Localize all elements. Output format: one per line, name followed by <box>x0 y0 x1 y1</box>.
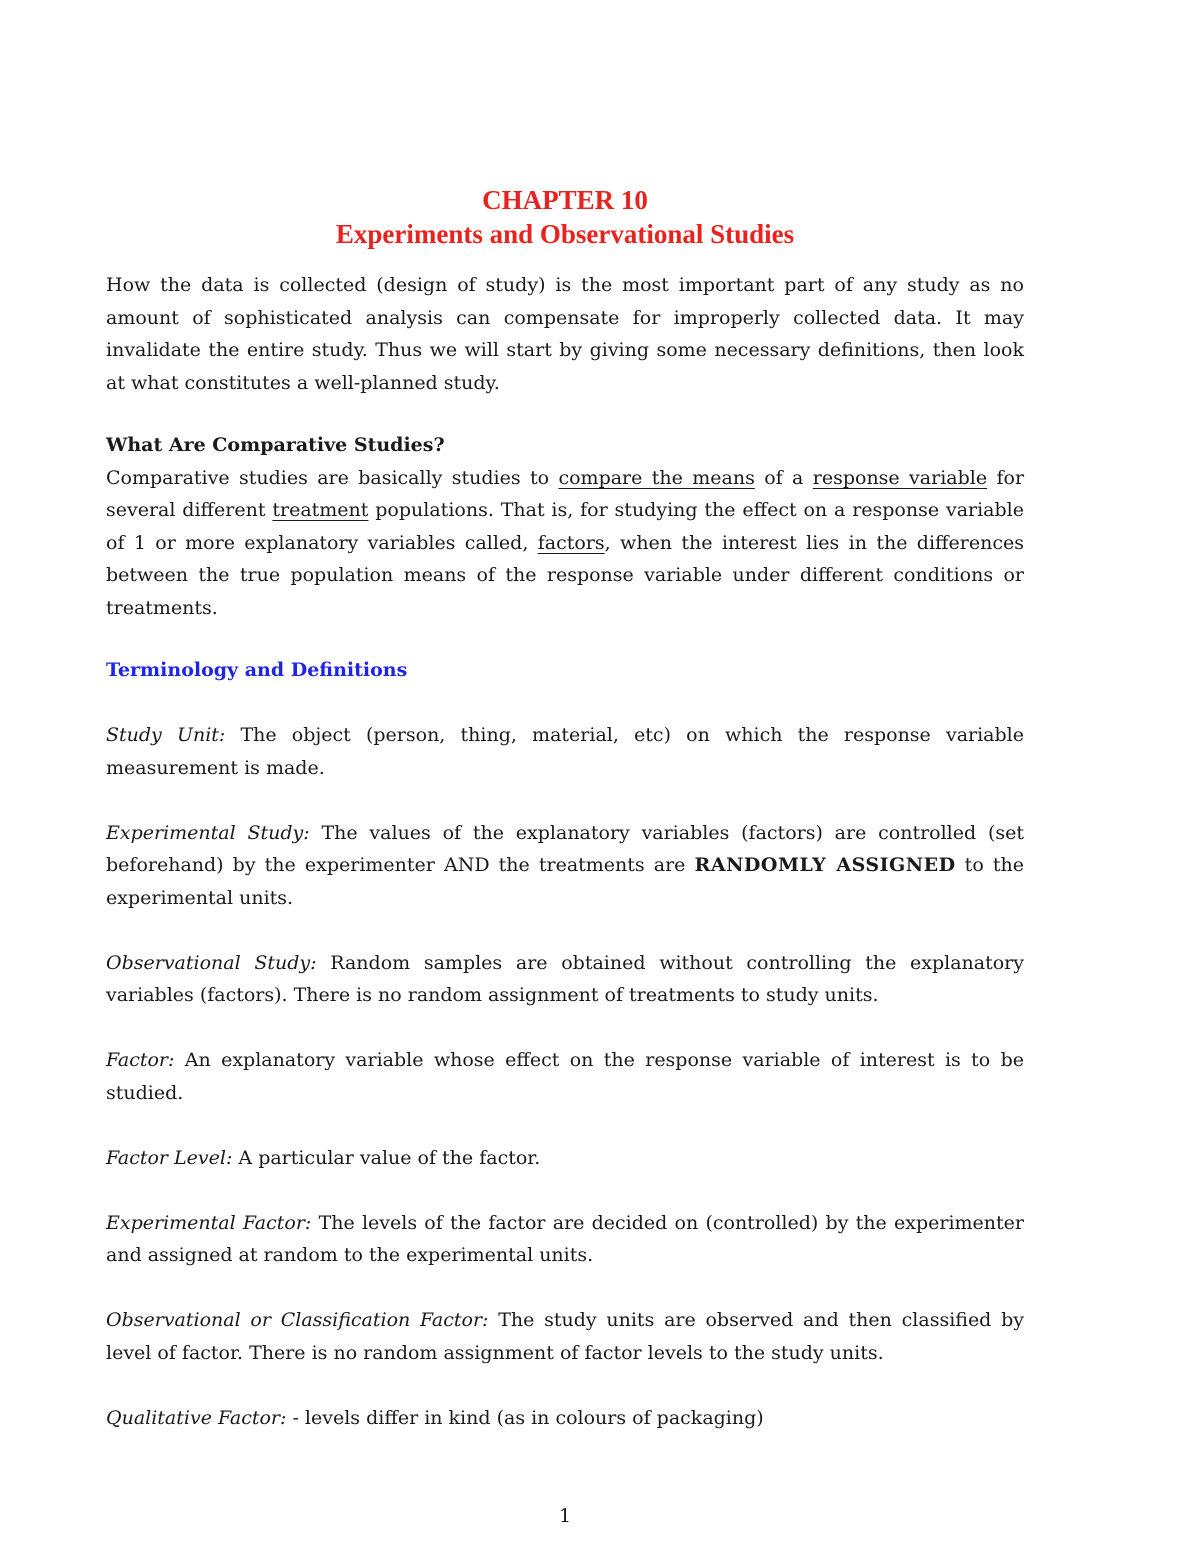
underlined-treatment: treatment <box>272 499 369 521</box>
definition-experimental-study <box>106 817 1024 915</box>
definition-text: Random samples are obtained without controlling the explanatory variables (factors). There is no random assignment of treatments to study units. <box>106 951 1024 1006</box>
comparative-text-1: Comparative studies are basically studies to <box>106 466 559 489</box>
intro-paragraph: How the data is collected (design of study) is the most important part of any study as no amount of sophisticated analysis can compensate for improperly collected data. It may invalidate the entire study. Thus we will start by giving some necessary definitions, then look at what constitutes a well-planned study. <box>106 274 1024 394</box>
chapter-number: CHAPTER 10 <box>482 185 648 215</box>
comparative-studies-paragraph <box>106 462 1024 625</box>
underlined-compare-the-means: compare the means <box>558 466 755 489</box>
definition-term: Qualitative Factor: <box>106 1406 287 1429</box>
definition-term: Factor: <box>106 1049 175 1071</box>
page-number: 1 <box>558 1505 572 1527</box>
definition-text: The levels of the factor are decided on (controlled) by the experimenter and assigned at random to the experimental units. <box>106 1211 1024 1266</box>
definition-term: Experimental Study: <box>106 821 310 844</box>
document-page <box>106 183 1024 1434</box>
terminology-heading: Terminology and Definitions <box>106 659 408 681</box>
chapter-heading <box>106 183 1024 251</box>
definition-text: - levels differ in kind (as in colours of packaging) <box>286 1406 764 1429</box>
comparative-text-5: , when the interest lies in the differences between the true population means of the response variable under different conditions or treatments. <box>106 531 1024 619</box>
definition-text: The object (person, thing, material, etc) on which the response variable measurement is made. <box>106 724 1024 779</box>
comparative-text-4: populations. That is, for studying the effect on a response variable of 1 or more explanatory variables called, <box>106 499 1024 554</box>
definition-study-unit <box>106 719 1024 784</box>
definition-term: Observational Study: <box>106 951 317 974</box>
definition-text: A particular value of the factor. <box>232 1146 541 1169</box>
definition-factor-level <box>106 1142 1024 1175</box>
randomly-assigned-emphasis: RANDOMLY ASSIGNED <box>694 854 956 876</box>
definition-observational-study <box>106 947 1024 1012</box>
definition-text: The study units are observed and then classified by level of factor. There is no random assignment of factor levels to the study units. <box>106 1309 1025 1364</box>
comparative-text-2: of a <box>754 466 813 489</box>
definition-text-after: to the experimental units. <box>106 854 1024 909</box>
chapter-title: Experiments and Observational Studies <box>335 219 795 249</box>
definition-factor <box>106 1044 1024 1109</box>
definition-classification-factor <box>106 1304 1024 1369</box>
definition-experimental-factor <box>106 1207 1024 1272</box>
comparative-text-3: for several different <box>106 466 1025 521</box>
definition-term: Factor Level: <box>106 1146 233 1169</box>
definition-term: Study Unit: <box>106 724 226 746</box>
definition-term: Experimental Factor: <box>106 1211 312 1234</box>
definition-qualitative-factor <box>106 1402 1024 1435</box>
definition-text: The values of the explanatory variables (factors) are controlled (set beforehand) by the experimenter AND the treatments are <box>106 821 1025 876</box>
definition-text: An explanatory variable whose effect on the response variable of interest is to be studied. <box>106 1049 1024 1104</box>
definition-term: Observational or Classification Factor: <box>106 1309 489 1331</box>
comparative-studies-heading: What Are Comparative Studies? <box>106 434 445 456</box>
underlined-factors: factors <box>537 531 605 554</box>
underlined-response-variable: response variable <box>812 466 988 489</box>
